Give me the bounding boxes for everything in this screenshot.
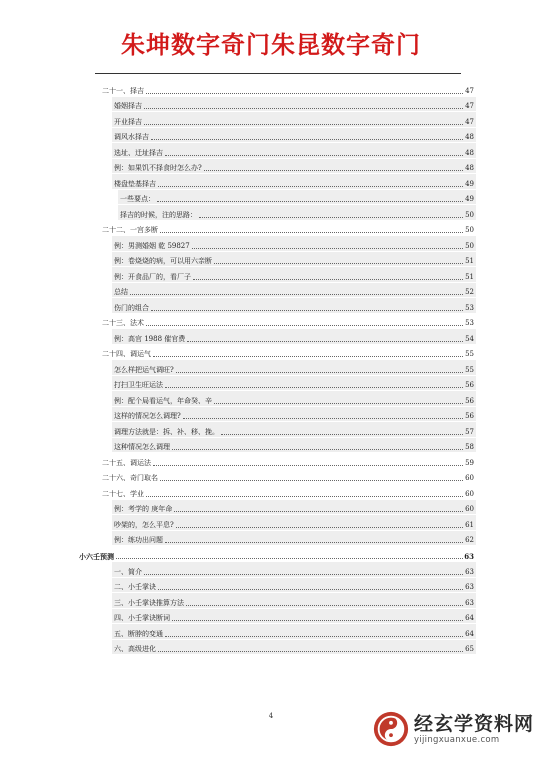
- toc-entry-page: 50: [465, 226, 474, 235]
- toc-entry-page: 53: [465, 303, 474, 312]
- toc-entry[interactable]: [114, 266, 474, 282]
- toc-entry-page: 47: [465, 117, 474, 126]
- toc-entry-page: 47: [465, 102, 474, 111]
- toc-entry-title: 例：男测婚姻 乾 59827: [114, 241, 190, 250]
- toc-leader-dots: [204, 169, 463, 171]
- toc-entry-title: 二十四、调运气: [102, 350, 151, 359]
- toc-entry-title: 伤门的组合: [114, 303, 149, 312]
- toc-entry[interactable]: [114, 328, 474, 344]
- toc-entry-page: 48: [465, 133, 474, 142]
- toc-entry-title: 二十一、择吉: [102, 86, 144, 95]
- toc-leader-dots: [144, 107, 463, 109]
- toc-entry[interactable]: [114, 390, 474, 406]
- page-number: 4: [268, 712, 274, 720]
- toc-entry[interactable]: [114, 251, 474, 267]
- toc-entry-title: 小六壬预测: [79, 551, 114, 561]
- toc-entry-title: 一些要点：: [120, 195, 155, 204]
- toc-entry[interactable]: [120, 204, 474, 220]
- toc-entry-page: 52: [465, 288, 474, 297]
- toc-entry-title: 四、小壬掌诀断词: [114, 614, 170, 623]
- toc-entry-title: 例：如果饥不择食时怎么办?: [114, 164, 202, 173]
- toc-leader-dots: [186, 604, 463, 606]
- toc-leader-dots: [199, 216, 463, 218]
- toc-entry[interactable]: [114, 530, 474, 546]
- toc-entry-title: 二十五、调运法: [102, 458, 151, 467]
- toc-entry-title: 一、简介: [114, 567, 142, 576]
- toc-entry-page: 63: [465, 567, 474, 576]
- toc-entry-title: 打扫卫生旺运法: [114, 381, 163, 390]
- toc-entry-title: 三、小壬掌诀推算方法: [114, 598, 184, 607]
- toc-leader-dots: [158, 650, 463, 652]
- toc-entry-title: 二十六、奇门取名: [102, 474, 158, 483]
- toc-entry[interactable]: [102, 80, 474, 96]
- toc-entry[interactable]: [114, 514, 474, 530]
- toc-entry-page: 63: [464, 551, 474, 561]
- toc-entry-page: 64: [465, 629, 474, 638]
- toc-leader-dots: [146, 324, 463, 326]
- toc-entry-page: 48: [465, 164, 474, 173]
- toc-entry[interactable]: [114, 282, 474, 298]
- toc-entry-page: 51: [465, 272, 474, 281]
- toc-entry-title: 例：练功出问题: [114, 536, 163, 545]
- toc-entry-title: 调理方法就是：拆、补、移、挽。: [114, 427, 219, 436]
- toc-entry-title: 择吉的时候，注的思路：: [120, 210, 197, 219]
- watermark: [372, 708, 536, 750]
- toc-leader-dots: [172, 448, 463, 450]
- toc-entry-title: 例：高官 1988 催官费: [114, 334, 186, 343]
- toc-entry[interactable]: [102, 483, 474, 499]
- table-of-contents: [79, 80, 474, 654]
- toc-entry-page: 63: [465, 583, 474, 592]
- toc-leader-dots: [157, 200, 463, 202]
- toc-entry[interactable]: [102, 313, 474, 329]
- toc-entry-title: 六、高级进化: [114, 645, 156, 654]
- toc-leader-dots: [193, 278, 463, 280]
- toc-entry-page: 55: [465, 350, 474, 359]
- toc-entry-page: 61: [465, 520, 474, 529]
- toc-entry-page: 49: [465, 195, 474, 204]
- header-rule: [95, 73, 461, 74]
- toc-entry[interactable]: [114, 158, 474, 174]
- toc-entry-title: 怎么样把运气调旺?: [114, 365, 174, 374]
- toc-entry-title: 这种情况怎么调理: [114, 443, 170, 452]
- toc-entry-page: 48: [465, 148, 474, 157]
- toc-entry-page: 56: [465, 381, 474, 390]
- toc-entry-title: 婚姻择吉: [114, 102, 142, 111]
- toc-leader-dots: [153, 355, 463, 357]
- toc-leader-dots: [165, 154, 463, 156]
- toc-leader-dots: [151, 309, 463, 311]
- toc-entry[interactable]: [114, 561, 474, 577]
- toc-entry-title: 调风水择吉: [114, 133, 149, 142]
- toc-leader-dots: [144, 573, 463, 575]
- toc-entry-page: 56: [465, 396, 474, 405]
- toc-entry-page: 50: [465, 210, 474, 219]
- toc-entry-page: 53: [465, 319, 474, 328]
- toc-entry[interactable]: [79, 545, 474, 561]
- toc-entry[interactable]: [114, 421, 474, 437]
- toc-entry-title: 二十七、学业: [102, 489, 144, 498]
- toc-entry[interactable]: [114, 406, 474, 422]
- toc-entry[interactable]: [102, 344, 474, 360]
- toc-entry-title: 五、断脖的变通: [114, 629, 163, 638]
- toc-entry-title: 选址、迁址择吉: [114, 148, 163, 157]
- toc-entry-page: 62: [465, 536, 474, 545]
- toc-leader-dots: [130, 293, 463, 295]
- toc-entry-page: 60: [465, 474, 474, 483]
- watermark-title: 经玄学资料网: [414, 712, 535, 735]
- toc-leader-dots: [192, 247, 463, 249]
- toc-entry[interactable]: [114, 577, 474, 593]
- page-title: 朱坤数字奇门朱昆数字奇门: [121, 31, 421, 59]
- yin-yang-logo-icon: [372, 710, 410, 748]
- toc-entry-title: 例：开食品厂的，看厂子: [114, 272, 191, 281]
- toc-entry-page: 50: [465, 241, 474, 250]
- toc-entry-title: 例：卷烧烧的病，可以用六亲断: [114, 257, 212, 266]
- toc-leader-dots: [176, 371, 463, 373]
- toc-leader-dots: [172, 619, 463, 621]
- toc-entry-title: 吵架的，怎么平息?: [114, 520, 174, 529]
- toc-leader-dots: [144, 123, 463, 125]
- toc-entry-page: 51: [465, 257, 474, 266]
- toc-entry-title: 这样的情况怎么调理?: [114, 412, 181, 421]
- toc-leader-dots: [151, 138, 463, 140]
- toc-entry-page: 55: [465, 365, 474, 374]
- toc-entry-page: 58: [465, 443, 474, 452]
- toc-entry[interactable]: [114, 297, 474, 313]
- toc-entry[interactable]: [114, 437, 474, 453]
- watermark-url: yijingxuanxue.com: [414, 734, 500, 745]
- toc-entry[interactable]: [102, 220, 474, 236]
- toc-entry[interactable]: [114, 142, 474, 158]
- toc-entry-page: 49: [465, 179, 474, 188]
- toc-entry[interactable]: [114, 592, 474, 608]
- toc-entry[interactable]: [114, 608, 474, 624]
- toc-entry-title: 二、小壬掌诀: [114, 583, 156, 592]
- toc-entry[interactable]: [114, 623, 474, 639]
- toc-entry-title: 例：考学的 庚年命: [114, 505, 173, 514]
- toc-entry-title: 楼盘垫基择吉: [114, 179, 156, 188]
- toc-leader-dots: [146, 495, 463, 497]
- toc-leader-dots: [158, 185, 463, 187]
- toc-entry-page: 56: [465, 412, 474, 421]
- toc-entry[interactable]: [114, 111, 474, 127]
- toc-entry[interactable]: [102, 468, 474, 484]
- toc-entry-title: 开业择吉: [114, 117, 142, 126]
- toc-entry[interactable]: [120, 189, 474, 205]
- toc-leader-dots: [221, 433, 463, 435]
- toc-entry[interactable]: [114, 639, 474, 655]
- toc-entry-page: 54: [465, 334, 474, 343]
- toc-leader-dots: [160, 231, 463, 233]
- toc-entry-title: 二十三、法术: [102, 319, 144, 328]
- toc-entry[interactable]: [114, 173, 474, 189]
- toc-leader-dots: [174, 510, 463, 512]
- toc-entry-page: 60: [465, 505, 474, 514]
- toc-leader-dots: [165, 541, 463, 543]
- toc-entry[interactable]: [114, 235, 474, 251]
- toc-entry[interactable]: [102, 452, 474, 468]
- toc-entry-page: 47: [465, 86, 474, 95]
- toc-leader-dots: [214, 262, 463, 264]
- toc-leader-dots: [214, 402, 463, 404]
- toc-entry-page: 64: [465, 614, 474, 623]
- toc-leader-dots: [187, 340, 463, 342]
- toc-entry[interactable]: [114, 499, 474, 515]
- toc-entry-page: 60: [465, 489, 474, 498]
- toc-leader-dots: [146, 92, 463, 94]
- toc-leader-dots: [116, 557, 463, 559]
- toc-leader-dots: [158, 588, 463, 590]
- toc-entry-title: 二十二、一宫多断: [102, 226, 158, 235]
- toc-entry-page: 57: [465, 427, 474, 436]
- toc-entry-page: 59: [465, 458, 474, 467]
- toc-entry-page: 65: [465, 645, 474, 654]
- toc-entry[interactable]: [114, 375, 474, 391]
- toc-leader-dots: [165, 386, 463, 388]
- toc-entry-page: 63: [465, 598, 474, 607]
- toc-entry[interactable]: [114, 96, 474, 112]
- toc-leader-dots: [160, 479, 463, 481]
- toc-entry-title: 总结: [114, 288, 128, 297]
- toc-leader-dots: [153, 464, 463, 466]
- toc-leader-dots: [176, 526, 463, 528]
- toc-entry[interactable]: [114, 359, 474, 375]
- toc-leader-dots: [165, 635, 463, 637]
- toc-entry[interactable]: [114, 127, 474, 143]
- toc-entry-title: 例：配个局看运气，年命癸、辛: [114, 396, 212, 405]
- toc-leader-dots: [183, 417, 463, 419]
